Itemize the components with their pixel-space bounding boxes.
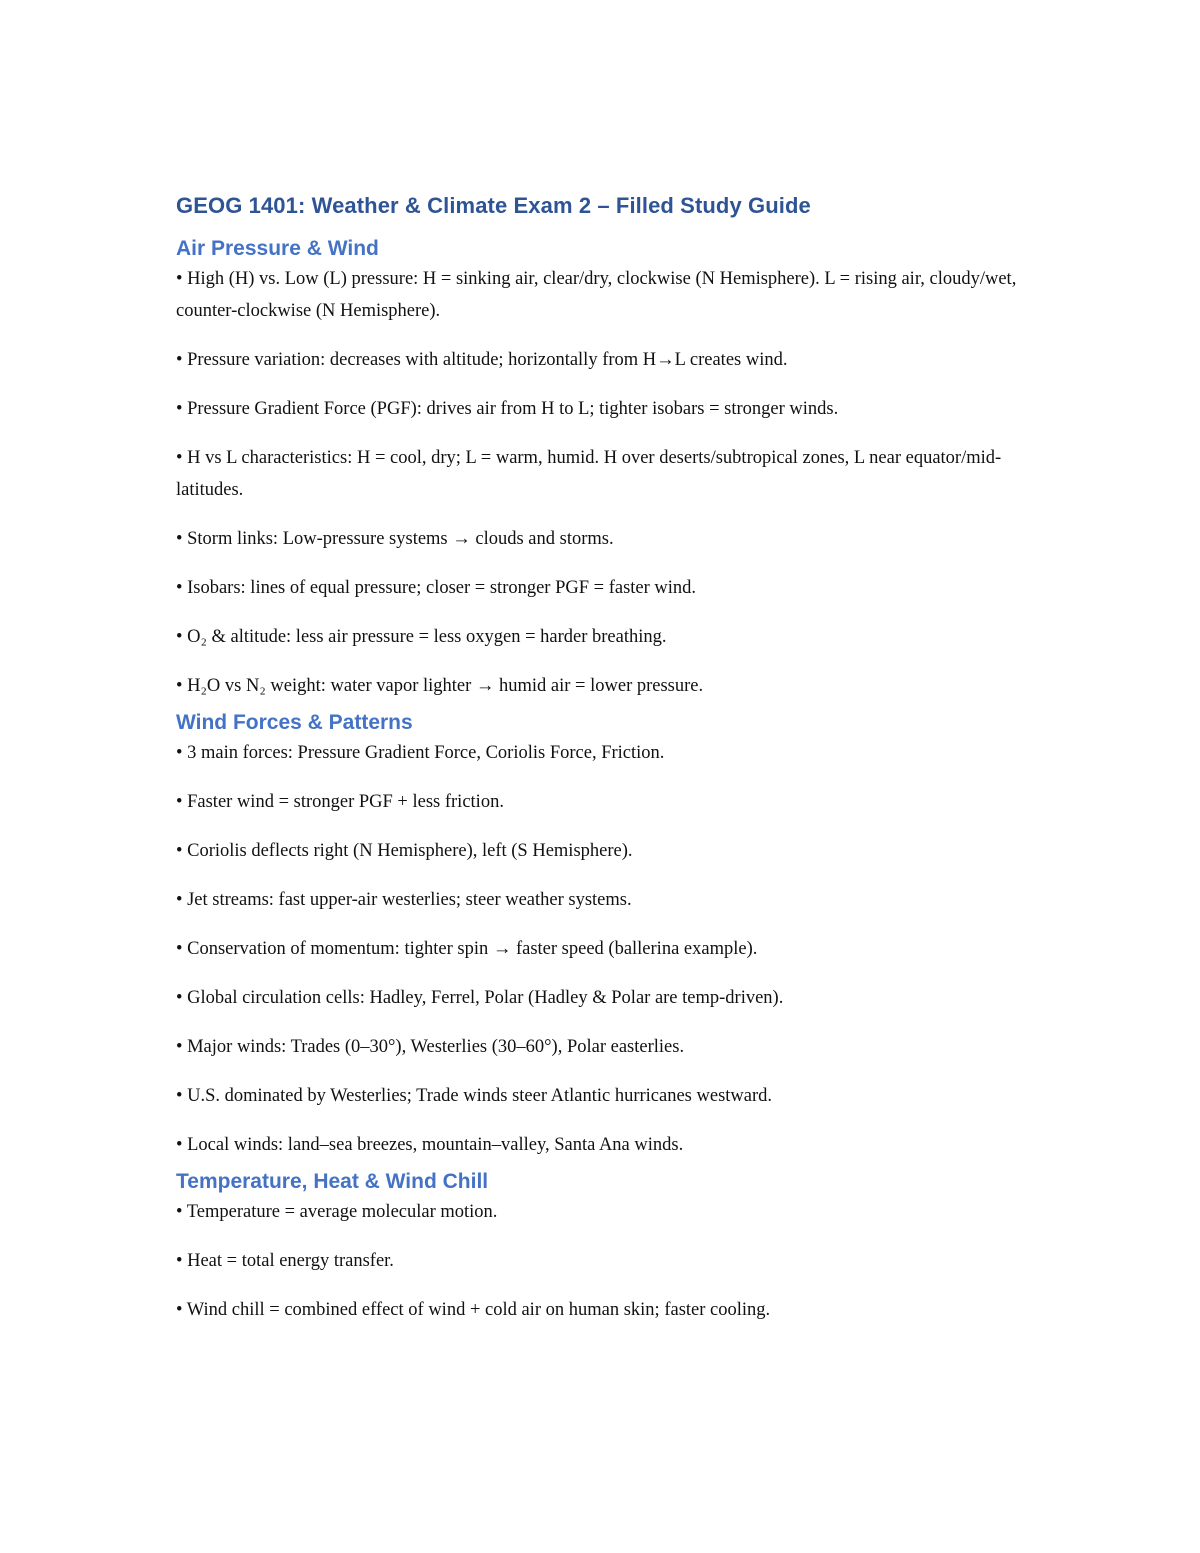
bullet-item: • Isobars: lines of equal pressure; closer = stronger PGF = faster wind. [176,578,697,598]
bullet-item: • O₂ & altitude: less air pressure = less oxygen = harder breathing. [176,627,667,647]
bullet-item: • 3 main forces: Pressure Gradient Force, Coriolis Force, Friction. [176,743,665,763]
bullet-item: • Local winds: land–sea breezes, mountain–valley, Santa Ana winds. [176,1135,684,1155]
bullet-item: • Heat = total energy transfer. [176,1251,394,1271]
bullet-item: • Pressure variation: decreases with altitude; horizontally from H→L creates wind. [176,350,788,370]
section-heading: Wind Forces & Patterns [176,711,413,734]
bullet-item: • Faster wind = stronger PGF + less friction. [176,792,504,812]
bullet-item: • Coriolis deflects right (N Hemisphere), left (S Hemisphere). [176,841,633,861]
bullet-item: • H vs L characteristics: H = cool, dry; L = warm, humid. H over deserts/subtropical zones, L near equator/mid-latitudes. [176,448,1002,500]
bullet-item: • Wind chill = combined effect of wind + cold air on human skin; faster cooling. [176,1300,771,1320]
section-wind-forces-patterns [176,708,1036,1161]
document-body [176,190,1036,1326]
bullet-item: • U.S. dominated by Westerlies; Trade winds steer Atlantic hurricanes westward. [176,1086,773,1106]
bullet-item: • Pressure Gradient Force (PGF): drives air from H to L; tighter isobars = stronger winds. [176,399,839,419]
bullet-item: • Major winds: Trades (0–30°), Westerlies (30–60°), Polar easterlies. [176,1037,685,1057]
bullet-item: • Conservation of momentum: tighter spin → faster speed (ballerina example). [176,939,758,959]
sections-container [176,234,1036,1326]
bullet-item: • Storm links: Low-pressure systems → clouds and storms. [176,529,614,549]
section-heading: Temperature, Heat & Wind Chill [176,1170,489,1193]
bullet-item: • Temperature = average molecular motion. [176,1202,498,1222]
section-heading: Air Pressure & Wind [176,237,379,260]
bullet-item: • H₂O vs N₂ weight: water vapor lighter → humid air = lower pressure. [176,676,704,696]
document-title: GEOG 1401: Weather & Climate Exam 2 – Filled Study Guide [176,193,811,218]
bullet-item: • High (H) vs. Low (L) pressure: H = sinking air, clear/dry, clockwise (N Hemisphere). L = rising air, cloudy/wet, counter-clockwise (N Hemisphere). [176,269,1021,321]
bullet-item: • Jet streams: fast upper-air westerlies; steer weather systems. [176,890,632,910]
section-temperature-heat-wind-chill [176,1167,1036,1326]
bullet-item: • Global circulation cells: Hadley, Ferrel, Polar (Hadley & Polar are temp-driven). [176,988,784,1008]
section-air-pressure-wind [176,234,1036,702]
